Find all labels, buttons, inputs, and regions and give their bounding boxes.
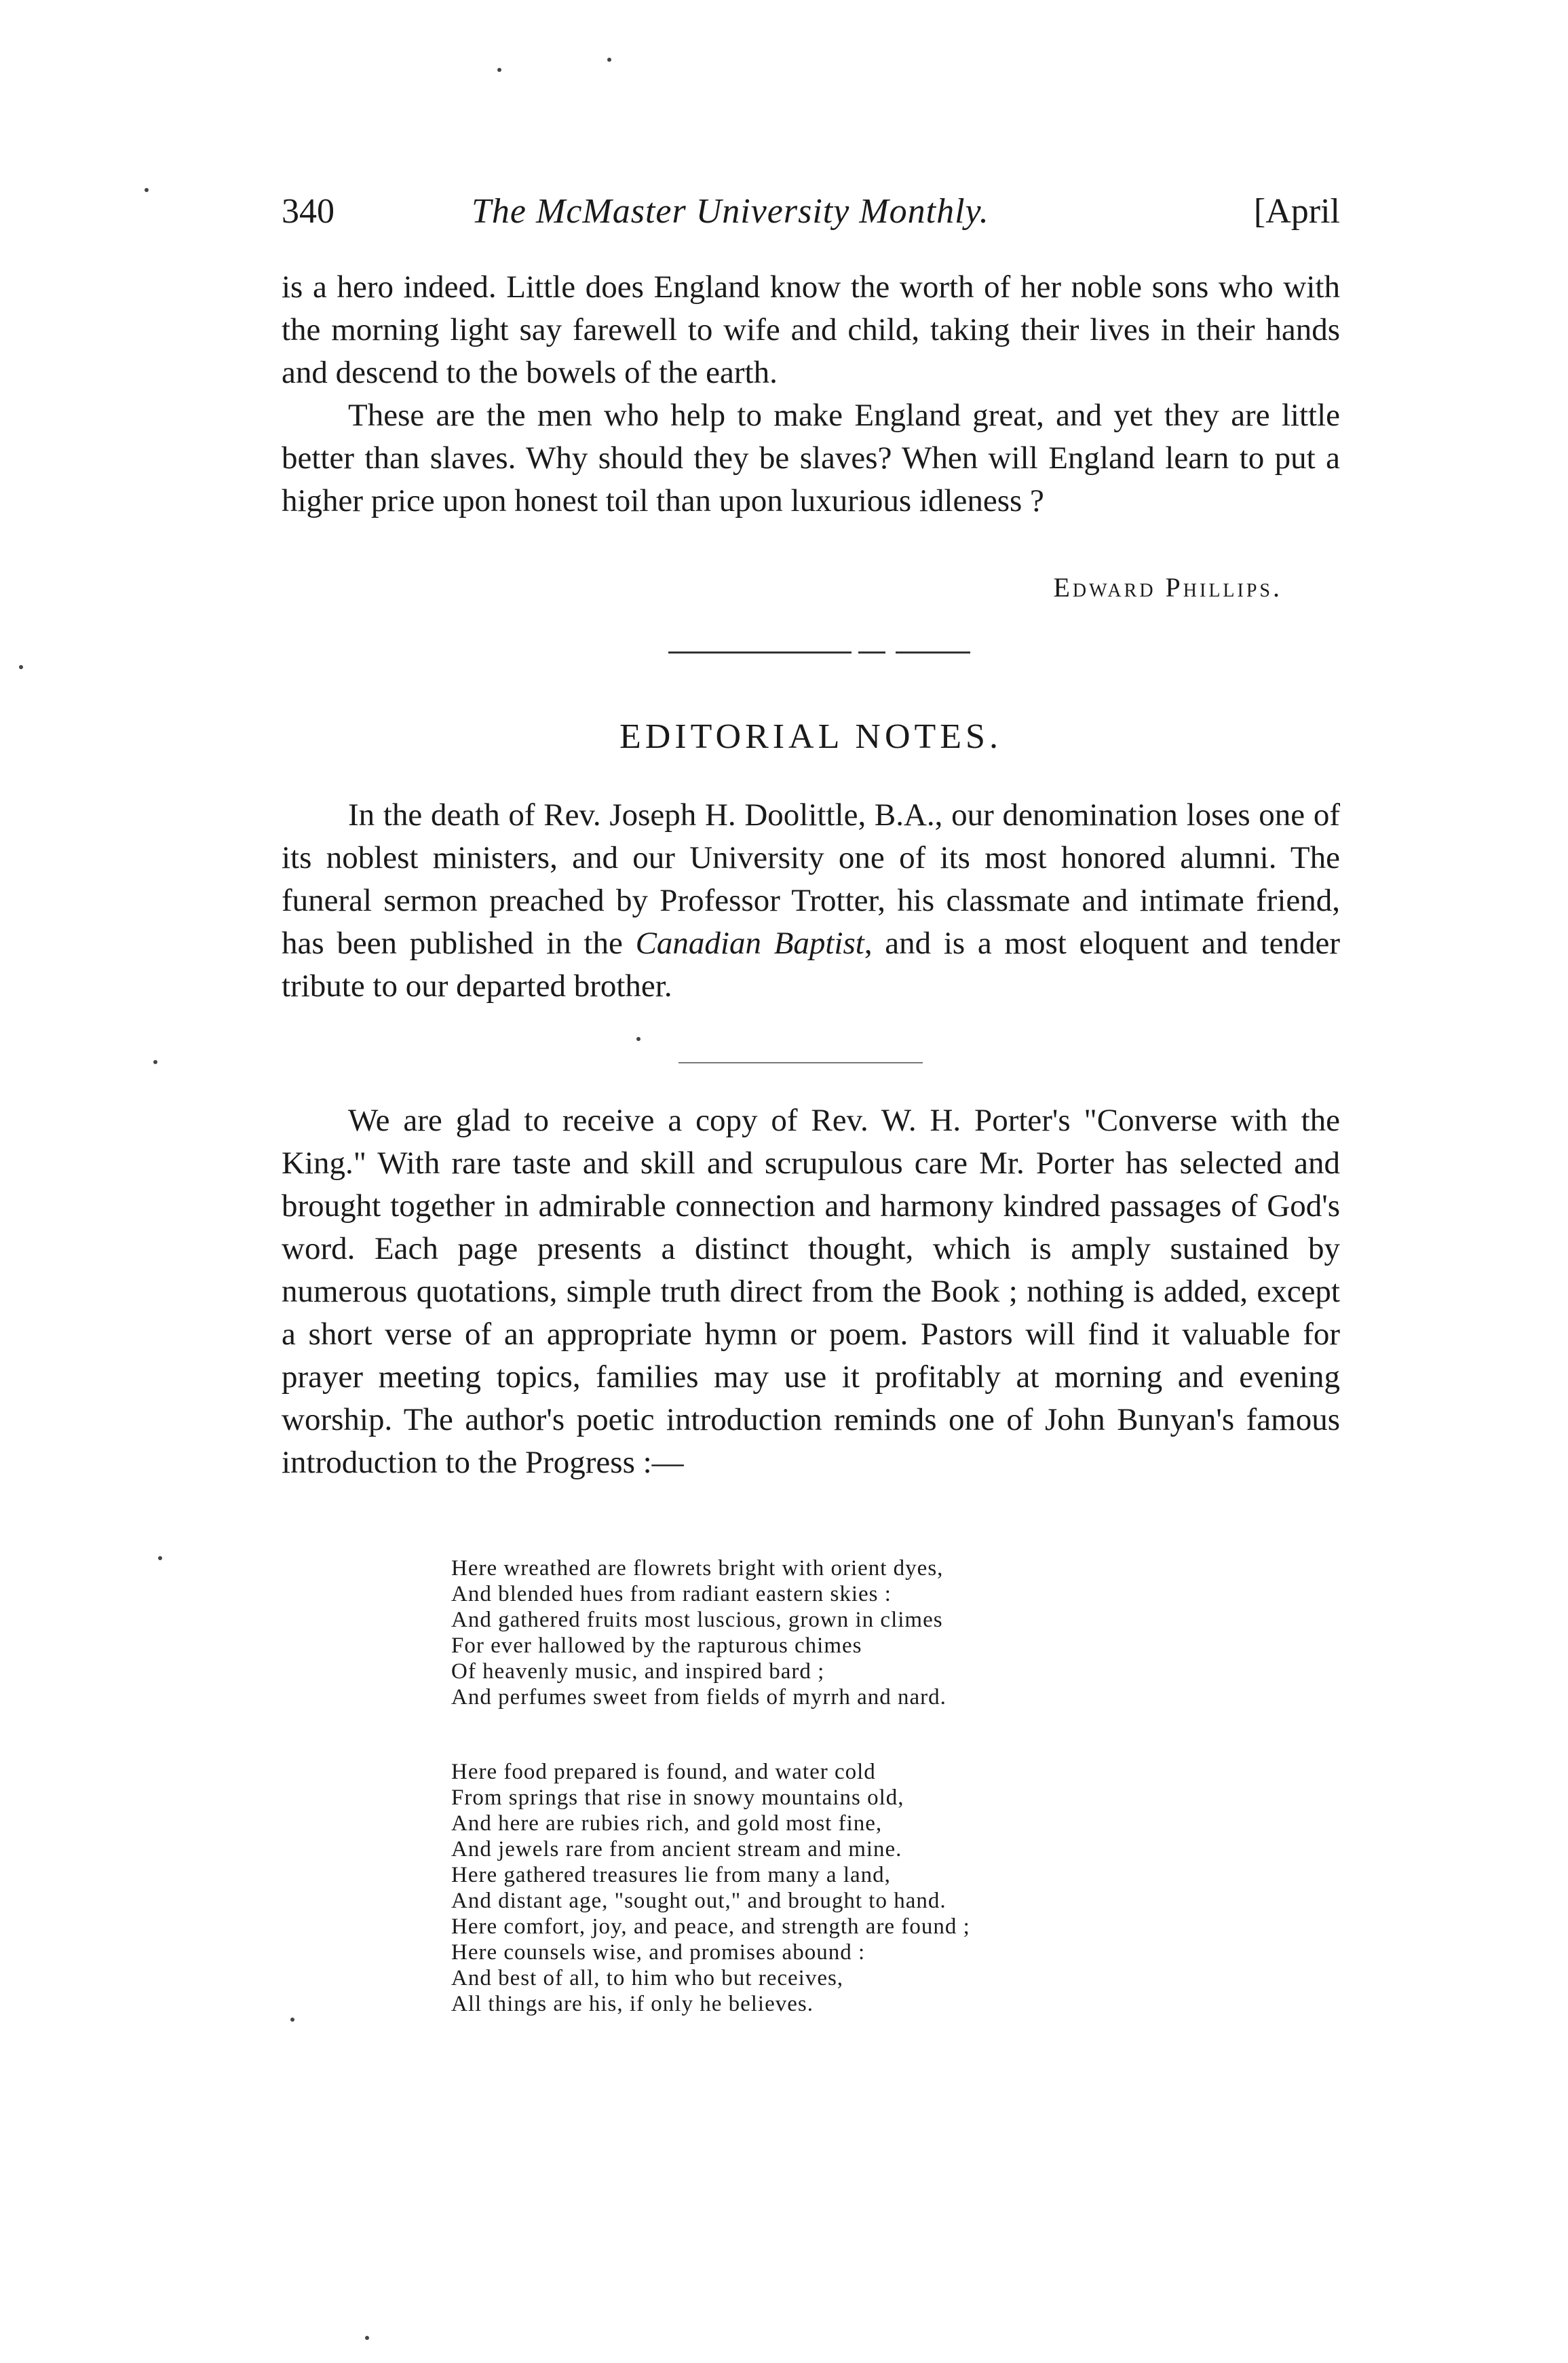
poem-line: And perfumes sweet from fields of myrrh and nard. xyxy=(451,1685,946,1709)
poem-line: Here food prepared is found, and water cold xyxy=(451,1760,876,1784)
poem-line: From springs that rise in snowy mountains old, xyxy=(451,1785,904,1810)
poem-line: Here gathered treasures lie from many a land, xyxy=(451,1863,891,1887)
editorial-note-2 xyxy=(282,1099,1340,1484)
poem-line: Here counsels wise, and promises abound : xyxy=(451,1940,866,1965)
scan-speck xyxy=(365,2336,369,2340)
editorial-paragraph: We are glad to receive a copy of Rev. W. H. Porter's "Converse with the King." With rare taste and skill and scrupulous care Mr. Porter has selected and brought together in admirable connection and harmony kindred passages of God's word. Each page presents a distinct thought, which is amply sustained by numerous quotations, simple truth direct from the Book ; nothing is added, except a short verse of an appropriate hymn or poem. Pastors will find it valuable for prayer meeting topics, families may use it profitably at morning and evening worship. The author's poetic introduction reminds one of John Bunyan's famous introduction to the Progress :— xyxy=(282,1103,1340,1480)
scan-speck xyxy=(497,68,501,72)
journal-title: The McMaster University Monthly. xyxy=(472,192,989,231)
editorial-note-1 xyxy=(282,794,1340,1008)
scan-speck xyxy=(158,1556,162,1560)
note-divider xyxy=(678,1062,923,1063)
section-divider xyxy=(896,651,970,654)
note-text: , and is a most eloquent and tender tribute to our departed brother. xyxy=(282,926,1341,1004)
poem-line: And best of all, to him who but receives, xyxy=(451,1966,844,1990)
running-head xyxy=(282,185,1340,239)
section-divider xyxy=(668,651,852,654)
poem-line: And distant age, "sought out," and brought to hand. xyxy=(451,1889,946,1913)
poem-line: And here are rubies rich, and gold most fine, xyxy=(451,1811,883,1836)
scan-speck xyxy=(145,188,149,192)
poem-stanza-2 xyxy=(451,1759,1265,2017)
poem-line: For ever hallowed by the rapturous chimes xyxy=(451,1633,862,1658)
scan-speck xyxy=(607,58,611,62)
scan-speck xyxy=(290,2018,294,2022)
article-conclusion xyxy=(282,266,1340,523)
poem-line: Of heavenly music, and inspired bard ; xyxy=(451,1659,825,1684)
poem-line: All things are his, if only he believes. xyxy=(451,1992,814,2016)
page-number: 340 xyxy=(282,192,334,231)
scan-speck xyxy=(636,1037,640,1041)
poem-stanza-1 xyxy=(451,1555,1265,1710)
poem-line: Here comfort, joy, and peace, and strength are found ; xyxy=(451,1914,970,1939)
article-paragraph: These are the men who help to make England great, and yet they are little better than slaves. Why should they be slaves? When will England learn to put a higher price upon honest toil than upon luxurious idleness ? xyxy=(282,398,1340,518)
section-divider xyxy=(858,651,885,654)
poem-line: Here wreathed are flowrets bright with orient dyes, xyxy=(451,1556,944,1581)
note-text: In the death of Rev. Joseph H. Doolittle, B.A., our denomination loses one of its noblest ministers, and our University one of its most honored alumni. The funeral sermon preached by Professor Trotter, his classmate and intimate friend, has been published in the xyxy=(282,797,1340,961)
author-signature: Edward Phillips. xyxy=(1053,572,1282,603)
scan-speck xyxy=(153,1060,157,1064)
poem-line: And gathered fruits most luscious, grown in climes xyxy=(451,1608,943,1632)
section-heading: EDITORIAL NOTES. xyxy=(619,717,1002,756)
publication-title: Canadian Baptist xyxy=(635,926,864,961)
scan-speck xyxy=(19,665,23,669)
editorial-paragraph xyxy=(282,794,1340,1008)
poem-line: And blended hues from radiant eastern skies : xyxy=(451,1582,892,1606)
issue-month: [April xyxy=(1253,192,1340,231)
poem-line: And jewels rare from ancient stream and mine. xyxy=(451,1837,902,1861)
article-paragraph: is a hero indeed. Little does England know the worth of her noble sons who with the morning light say farewell to wife and child, taking their lives in their hands and descend to the bowels of the earth. xyxy=(282,269,1340,390)
